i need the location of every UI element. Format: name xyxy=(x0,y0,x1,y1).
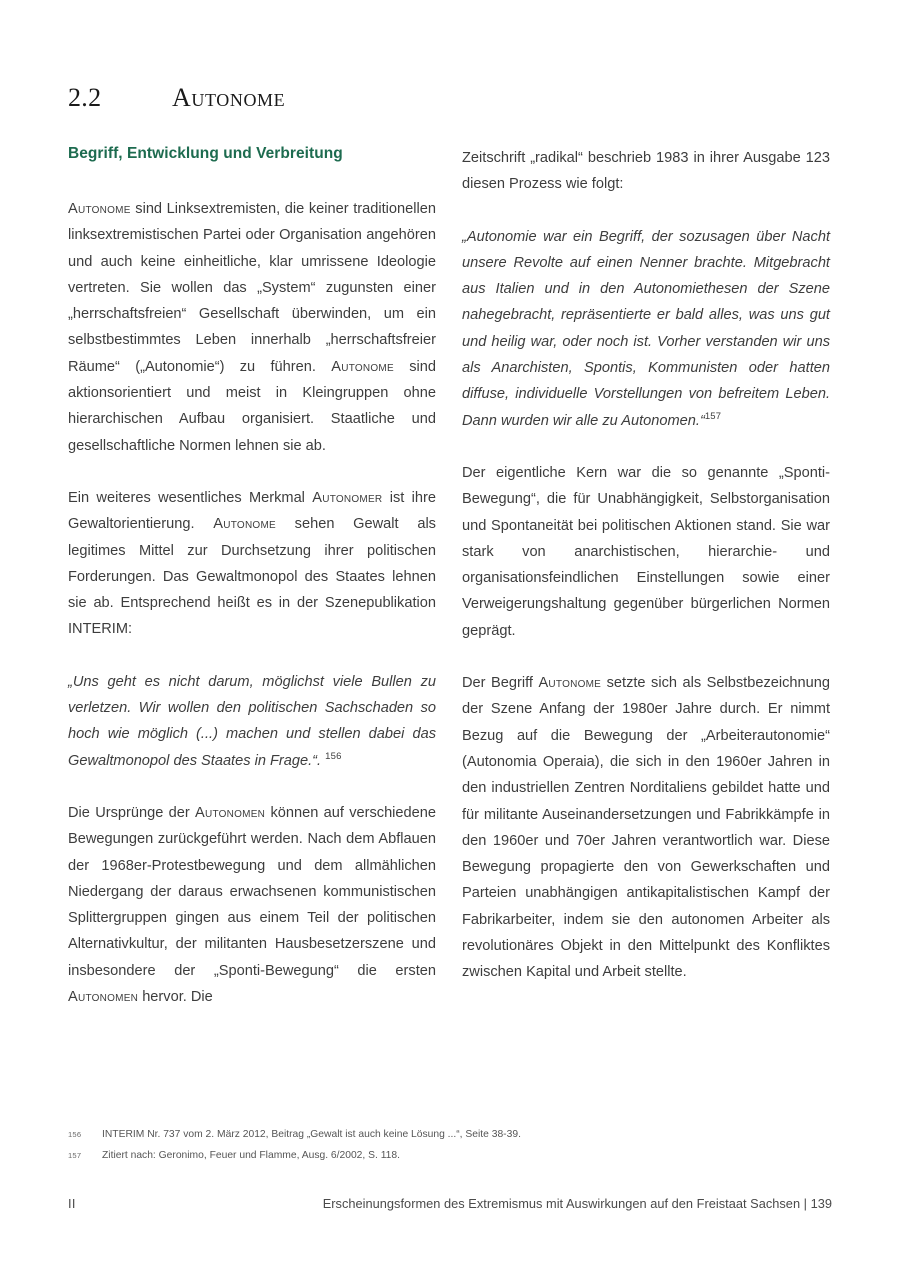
blockquote-interim xyxy=(68,669,436,774)
footnote-marker: 157 xyxy=(68,1151,82,1160)
paragraph-urspruenge-text: Die Ursprünge der xyxy=(68,804,196,821)
footnote-item xyxy=(68,1125,832,1144)
body-column-left xyxy=(68,196,436,1010)
paragraph-urspruenge xyxy=(68,800,436,1010)
footnote-text: INTERIM Nr. 737 vom 2. März 2012, Beitrag „Gewalt ist auch keine Lösung ...“, Seite 38-39. xyxy=(102,1129,521,1140)
blockquote-radikal xyxy=(462,224,830,434)
chapter-title: Autonome xyxy=(172,83,286,112)
page-footer xyxy=(68,1196,832,1211)
footer-part-number: II xyxy=(68,1196,76,1211)
footnote-item xyxy=(68,1146,832,1165)
paragraph-gewalt-text-3: sehen Gewalt als legitimes Mittel zur Durchsetzung ihrer politischen Forderungen. Das Gewaltmonopol des Staates lehnen sie ab. Entsprechend heißt es in der Szenepublikation INTERIM: xyxy=(68,516,436,638)
paragraph-gewalt xyxy=(68,485,436,643)
paragraph-gewalt-text-2: ist ihre Gewaltorientierung. xyxy=(68,489,436,533)
paragraph-urspruenge-text-2: können auf verschiedene Bewegungen zurückgeführt werden. Nach dem Abflauen der 1968er-Protestbewegung und dem allmählichen Niedergang der daraus erwachsenen kommunistischen Splittergruppen gingen aus einem Teil der politischen Alternativkultur, der militanten Hausbesetzerszene und insbesondere der „Sponti-Bewegung“ die ersten xyxy=(68,804,437,979)
chapter-heading xyxy=(68,83,768,113)
paragraph-definition-text-2: sind aktionsorientiert und meist in Kleingruppen ohne hierarchischen Aufbau organisiert. Staatliche und gesellschaftliche Normen lehnen sie ab. xyxy=(68,358,436,454)
blockquote-radikal-text: „Autonomie war ein Begriff, der sozusagen über Nacht unsere Revolte auf einen Nenner brachte. Mitgebracht aus Italien und in den Autonomiethesen der Szene nahegebracht, repräsentierte er bald alles, was uns gut und heilig war, oder noch ist. Vorher verstanden wir uns als Anarchisten, Spontis, Kommunisten oder hatten diffuse, individuelle Vorstellungen von befreitem Leben. Dann wurden wir alle zu Autonomen.“ xyxy=(462,228,830,429)
smallcaps-autonome: Autonome xyxy=(538,675,602,692)
smallcaps-autonomen: Autonomen xyxy=(195,804,266,821)
paragraph-definition-text: sind Linksextremisten, die keiner traditionellen linksextremistischen Partei oder Organisation angehören und auch keine einheitliche, klar umrissene Ideologie vertreten. Sie wollen das „System“ zugunsten einer „herrschaftsfreien“ Gesellschaft überwinden, um ein selbstbestimmtes Leben innerhalb „herrschaftsfreier Räume“ („Autonomie“) zu führen. xyxy=(68,201,436,375)
paragraph-sponti: Der eigentliche Kern war die so genannte „Sponti-Bewegung“, die für Unabhängigkeit, Selbstorganisation und Spontaneität bei politischen Aktionen stand. Sie war stark von anarchistischen, hierarchie- und organisationsfeindlichen Einstellungen sowie einer Verweigerungshaltung gegenüber bürgerlichen Normen geprägt. xyxy=(462,464,830,639)
footnote-marker: 156 xyxy=(68,1130,82,1139)
footnote-text: Zitiert nach: Geronimo, Feuer und Flamme, Ausg. 6/2002, S. 118. xyxy=(102,1150,400,1161)
paragraph-begriff xyxy=(462,670,830,986)
paragraph-gewalt-text: Ein weiteres wesentliches Merkmal xyxy=(68,489,313,506)
smallcaps-autonome: Autonome xyxy=(331,358,394,375)
paragraph-radikal: Zeitschrift „radikal“ beschrieb 1983 in ihrer Ausgabe 123 diesen Prozess wie folgt: xyxy=(462,150,830,193)
paragraph-begriff-text: Der Begriff xyxy=(462,675,539,692)
smallcaps-autonomen: Autonomen xyxy=(68,989,139,1006)
section-heading: Begriff, Entwicklung und Verbreitung xyxy=(68,145,343,162)
body-column-right xyxy=(462,145,830,986)
smallcaps-autonome: Autonome xyxy=(68,201,131,217)
smallcaps-autonome: Autonome xyxy=(213,516,276,533)
footnotes-block xyxy=(68,1125,832,1167)
footnote-ref-156[interactable]: 156 xyxy=(325,750,342,762)
footnote-ref-157[interactable]: 157 xyxy=(704,410,722,422)
paragraph-begriff-text-2: setzte sich als Selbstbezeichnung der Szene Anfang der 1980er Jahre durch. Er nimmt Bezug auf die Bewegung der „Arbeiterautonomie“ (Autonomia Operaia), die sich in den 1960er Jahren in den industriellen Zentren Norditaliens gebildet hatte und für militante Auseinandersetzungen und Fabrikkämpfe in den 1960er und 70er Jahren verantwortlich war. Diese Bewegung propagierte den von Gewerkschaften und Parteien unabhängigen antikapitalistischen Kampf der Fabrikarbeiter, indem sie den autonomen Arbeiter als revolutionäres Objekt in den Mittelpunkt des Konfliktes zwischen Kapital und Arbeit stellte. xyxy=(462,675,830,981)
paragraph-definition xyxy=(68,196,436,459)
paragraph-urspruenge-text-3: hervor. Die xyxy=(138,989,213,1006)
footer-title-and-page: Erscheinungsformen des Extremismus mit Auswirkungen auf den Freistaat Sachsen | 139 xyxy=(322,1196,832,1211)
smallcaps-autonomer: Autonomer xyxy=(312,489,383,506)
blockquote-interim-text: „Uns geht es nicht darum, möglichst viele Bullen zu verletzen. Wir wollen den politischen Sachschaden so hoch wie möglich (...) machen und stellen dabei das Gewaltmonopol des Staates in Frage.“. xyxy=(68,673,436,769)
chapter-number: 2.2 xyxy=(68,83,102,112)
